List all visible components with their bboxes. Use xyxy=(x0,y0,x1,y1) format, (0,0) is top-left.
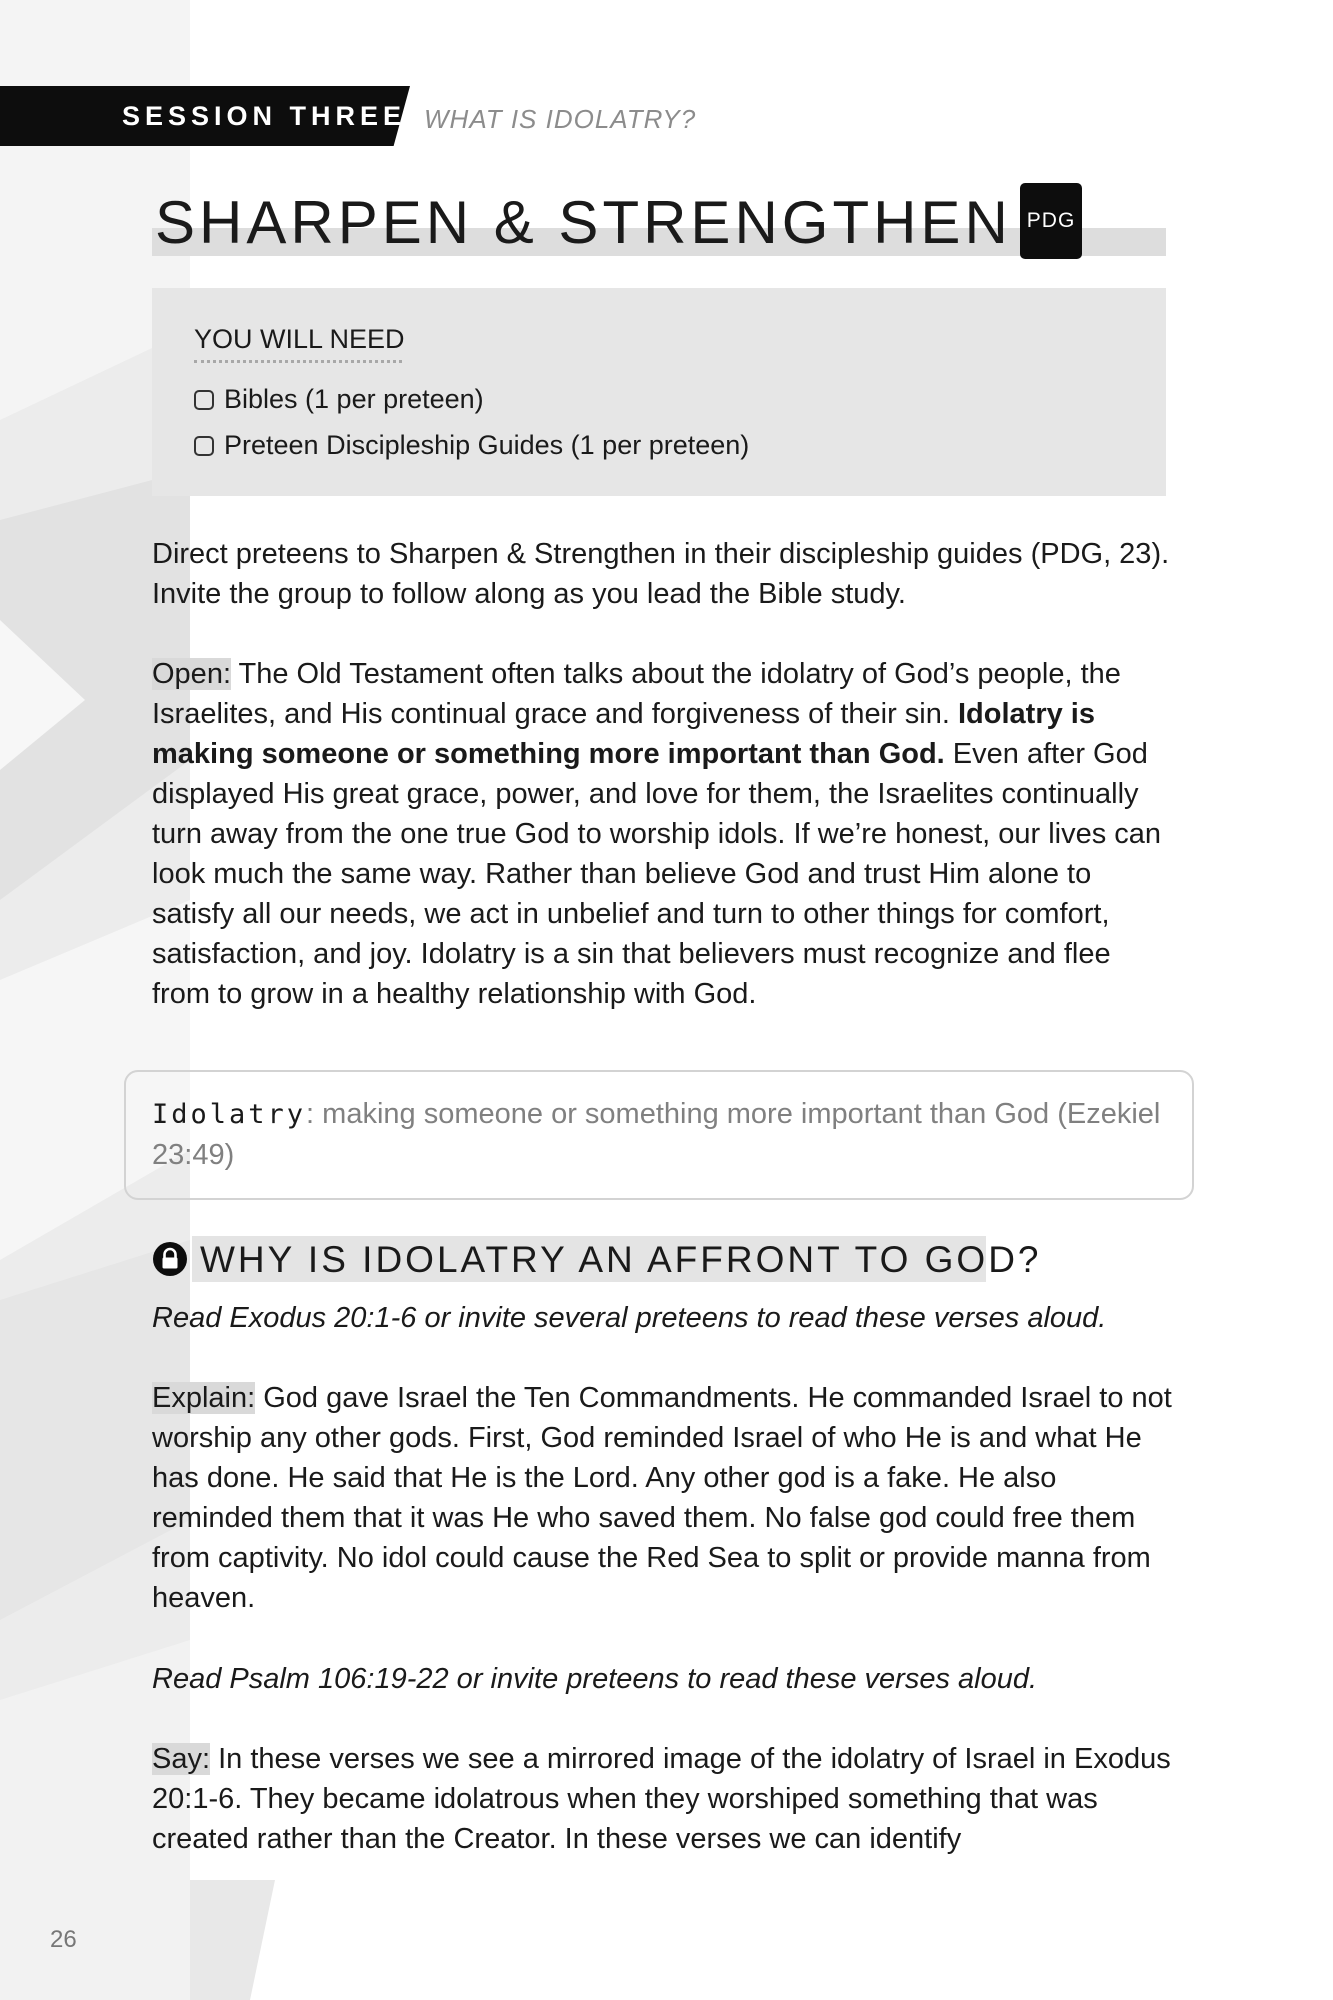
question-heading: WHY IS IDOLATRY AN AFFRONT TO GOD? xyxy=(200,1239,1042,1280)
open-label: Open: xyxy=(152,658,231,690)
title-text: SHARPEN & STRENGTHEN xyxy=(155,189,1012,256)
definition-term: Idolatry xyxy=(152,1099,307,1130)
checkbox-icon[interactable] xyxy=(194,436,214,456)
pdg-badge: PDG xyxy=(1020,183,1083,259)
explain-paragraph xyxy=(152,1378,1172,1618)
need-item-guides[interactable] xyxy=(194,430,749,461)
session-label: SESSION THREE xyxy=(122,101,407,131)
say-label: Say: xyxy=(152,1743,211,1775)
say-text: In these verses we see a mirrored image of the idolatry of Israel in Exodus 20:1-6. They became idolatrous when they worshiped something that was created rather than the Creator. In these verses we can identify xyxy=(152,1743,1171,1855)
open-key-statement: Idolatry is making someone or something more important than God. xyxy=(152,698,1095,770)
definition-text: making someone or something more important than God (Ezekiel 23:49) xyxy=(152,1098,1161,1171)
page-number: 26 xyxy=(50,1926,77,1953)
explain-text: God gave Israel the Ten Commandments. He commanded Israel to not worship any other gods. First, God reminded Israel of who He is and what He has done. He said that He is the Lord. Any other god is a fake. He also reminded them that it was He who saved them. No false god could free them from captivity. No idol could cause the Red Sea to split or provide manna from heaven. xyxy=(152,1382,1172,1614)
need-item-bibles[interactable] xyxy=(194,384,484,415)
open-paragraph xyxy=(152,654,1172,1014)
need-item-label: Bibles (1 per preteen) xyxy=(224,384,484,414)
open-text-continued: Even after God displayed His great grace, power, and love for them, the Israelites continually turn away from the one true God to worship idols. If we’re honest, our lives can look much the same way. Rather than believe God and trust Him alone to satisfy all our needs, we act in unbelief and turn to other things for comfort, satisfaction, and joy. Idolatry is a sin that believers must recognize and flee from to grow in a healthy relationship with God. xyxy=(152,738,1162,1010)
you-will-need-heading: YOU WILL NEED xyxy=(194,324,405,354)
heading-dotted-underline xyxy=(194,360,402,363)
lock-icon xyxy=(152,1241,188,1277)
read-instruction-1: Read Exodus 20:1-6 or invite several preteens to read these verses aloud. xyxy=(152,1302,1107,1334)
definition xyxy=(152,1094,1182,1175)
page-title xyxy=(155,188,1082,265)
need-item-label: Preteen Discipleship Guides (1 per preteen) xyxy=(224,430,750,460)
session-subtitle: WHAT IS IDOLATRY? xyxy=(424,104,697,134)
checkbox-icon[interactable] xyxy=(194,390,214,410)
definition-colon: : xyxy=(306,1098,323,1130)
intro-paragraph: Direct preteens to Sharpen & Strengthen in their discipleship guides (PDG, 23). Invite the group to follow along as you lead the Bible study. xyxy=(152,538,1170,610)
say-paragraph xyxy=(152,1739,1172,1859)
open-text: The Old Testament often talks about the idolatry of God’s people, the Israelites, and His continual grace and forgiveness of their sin. xyxy=(152,658,1121,730)
read-instruction-2: Read Psalm 106:19-22 or invite preteens to read these verses aloud. xyxy=(152,1663,1038,1695)
explain-label: Explain: xyxy=(152,1382,256,1414)
